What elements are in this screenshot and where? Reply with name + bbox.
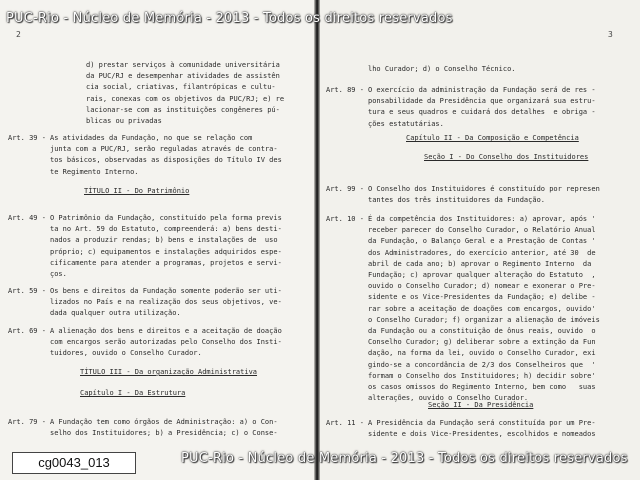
- article-5-label: Art. 59 -: [8, 287, 46, 295]
- article-5-text: Os bens e direitos da Fundação somente poderão ser uti- lizados no País e na realização dos seus objetivos, ve- dada qualquer outra utilização.: [50, 287, 282, 318]
- article-9-text: O Conselho dos Instituidores é constituído por represen tantes dos três instituidores da Fundação.: [368, 185, 600, 205]
- document-id-label: cg0043_013: [12, 452, 136, 474]
- page-number-right: 3: [608, 30, 613, 39]
- article-6-label: Art. 69 -: [8, 327, 46, 335]
- article-9-label: Art. 99 -: [326, 185, 364, 193]
- article-10-text: É da competência dos Instituidores: a) aprovar, após ' receber parecer do Conselho Curador, o Relatório Anual da Fundação, o Balanço Geral e a Prestação de Contas ' dos Administradores, do exercício anterior, até 30 de abril de cada ano; b) aprovar o Regimento Interno da Fundação; c) aprovar qualquer alteração do Estatuto , ouvido o Conselho Curador; d) nomear e exonerar o Pre- sidente e os Vice-Presidentes da Fundação; e) delibe - rar sobre a aceitação de doações com encargos, ouvido' o Conselho Curador; f) organizar a alienação de imóveis da Fundação ou a constituição de ônus reais, ouvido o Conselho Curador; g) deliberar sobre a extinção da Fun dação, na forma da lei, ouvido o Conselho Curador, exi gindo-se a concordância de 2/3 dos Conselheiros que ' formam o Conselho dos Instituidores; h) decidir sobre' os casos omissos do Regimento Interno, bem como suas alterações, ouvido o Conselho Curador.: [368, 215, 600, 403]
- section-2-heading: Seção II - Da Presidência: [428, 401, 534, 409]
- article-3-label: Art. 39 -: [8, 134, 46, 142]
- article-6-text: A alienação dos bens e direitos e a aceitação de doação com encargos serão autorizadas pelo Conselho dos Insti- tuidores, ouvido o Conselho Curador.: [50, 327, 282, 358]
- article-8-label: Art. 89 -: [326, 86, 364, 94]
- title-2-heading: TÍTULO II - Do Patrimônio: [84, 187, 190, 195]
- title-3-heading: TÍTULO III - Da organização Administrativa: [80, 368, 258, 376]
- article-11-label: Art. 11 -: [326, 419, 364, 427]
- paragraph-d: d) prestar serviços à comunidade universitária da PUC/RJ e desempenhar atividades de assistên cia social, criativas, filantrópicas e cultu- rais, conexas com os objetivos da PUC/RJ; e) re lacionar-se com as instituições congêneres pú- blicas ou privadas: [86, 61, 285, 126]
- watermark-top: PUC-Rio - Núcleo de Memória - 2013 - Todos os direitos reservados: [6, 11, 453, 26]
- article-4-text: O Patrimônio da Fundação, constituído pela forma previs ta no Art. 59 do Estatuto, compreenderá: a) bens desti- nados a produzir rendas; b) bens e instalações de uso próprio; c) equipamentos e instalações adquiridos espe- cificamente para atender a programas, projetos e servi- ços.: [50, 214, 282, 279]
- continuation-line: lho Curador; d) o Conselho Técnico.: [368, 65, 516, 73]
- article-3-text: As atividades da Fundação, no que se relação com junta com a PUC/RJ, serão reguladas através de contra- tos básicos, observadas as disposições do Título IV des te Regimento Interno.: [50, 134, 282, 176]
- article-11-text: A Presidência da Fundação será constituída por um Pre- sidente e dois Vice-Presidentes, escolhidos e nomeados: [368, 419, 596, 439]
- article-7-text: A Fundação tem como órgãos de Administração: a) o Con- selho dos Instituidores; b) a Presidência; c) o Conse-: [50, 418, 278, 438]
- page-number-left: 2: [16, 30, 21, 39]
- article-10-label: Art. 10 -: [326, 215, 364, 223]
- right-page: [320, 0, 640, 480]
- watermark-bottom: PUC-Rio - Núcleo de Memória - 2013 - Todos os direitos reservados: [181, 451, 628, 466]
- article-7-label: Art. 79 -: [8, 418, 46, 426]
- article-4-label: Art. 49 -: [8, 214, 46, 222]
- article-8-text: O exercício da administração da Fundação será de res - ponsabilidade da Presidência que organizará sua estru- tura e seus quadros e cuidará dos detalhes e obriga - ções estatutárias.: [368, 86, 596, 128]
- left-page: [0, 0, 316, 480]
- section-1-heading: Seção I - Do Conselho dos Instituidores: [424, 153, 589, 161]
- chapter-2-heading: Capítulo II - Da Composição e Competência: [406, 134, 579, 142]
- chapter-1-heading: Capítulo I - Da Estrutura: [80, 389, 186, 397]
